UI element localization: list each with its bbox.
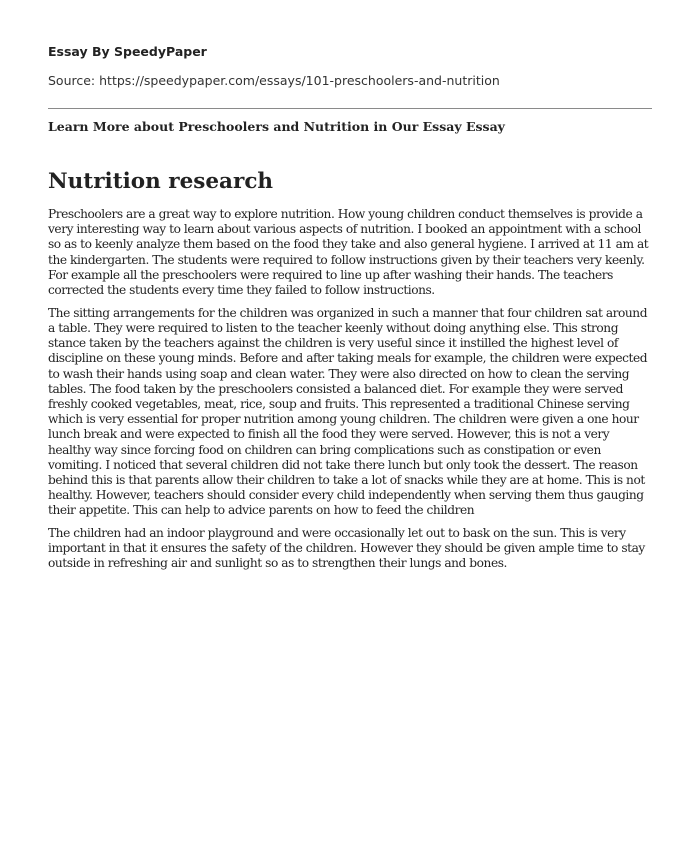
paragraph-3: The children had an indoor playground and were occasionally let out to bask on the sun. This is very important in that it ensures the safety of the children. However they should be given ample time to stay outside in refreshing air and sunlight so as to strengthen their lungs and bones. [48,526,645,571]
essay-body [48,207,652,579]
paragraph-2: The sitting arrangements for the children was organized in such a manner that four children sat around a table. They were required to listen to the teacher keenly without doing anything else. This strong stance taken by the teachers against the children is very useful since it instilled the highest level of discipline on these young minds. Before and after taking meals for example, the children were expected to wash their hands using soap and clean water. They were also directed on how to clean the serving tables. The food taken by the preschoolers consisted a balanced diet. For example they were served freshly cooked vegetables, meat, rice, soup and fruits. This represented a traditional Chinese serving which is very essential for proper nutrition among young children. The children were given a one hour lunch break and were expected to finish all the food they were served. However, this is not a very healthy way since forcing food on children can bring complications such as constipation or even vomiting. I noticed that several children did not take there lunch but only took the dessert. The reason behind this is that parents allow their children to take a lot of snacks while they are at home. This is not healthy. However, teachers should consider every child independently when serving them thus gauging their appetite. This can help to advice parents on how to feed the children [48,305,648,518]
header-divider [48,108,652,109]
essay-heading: Nutrition research [48,169,274,194]
source-line: Source: https://speedypaper.com/essays/101-preschoolers-and-nutrition [48,73,500,88]
paragraph-1: Preschoolers are a great way to explore nutrition. How young children conduct themselves is provide a very interesting way to learn about various aspects of nutrition. I booked an appointment with a school so as to keenly analyze them based on the food they take and also general hygiene. I arrived at 11 am at the kindergarten. The students were required to follow instructions given by their teachers very keenly. For example all the preschoolers were required to line up after washing their hands. The teachers corrected the students every time they failed to follow instructions. [48,207,649,298]
brand-label: Essay By SpeedyPaper [48,44,207,59]
essay-subtitle: Learn More about Preschoolers and Nutrition in Our Essay Essay [48,119,505,134]
